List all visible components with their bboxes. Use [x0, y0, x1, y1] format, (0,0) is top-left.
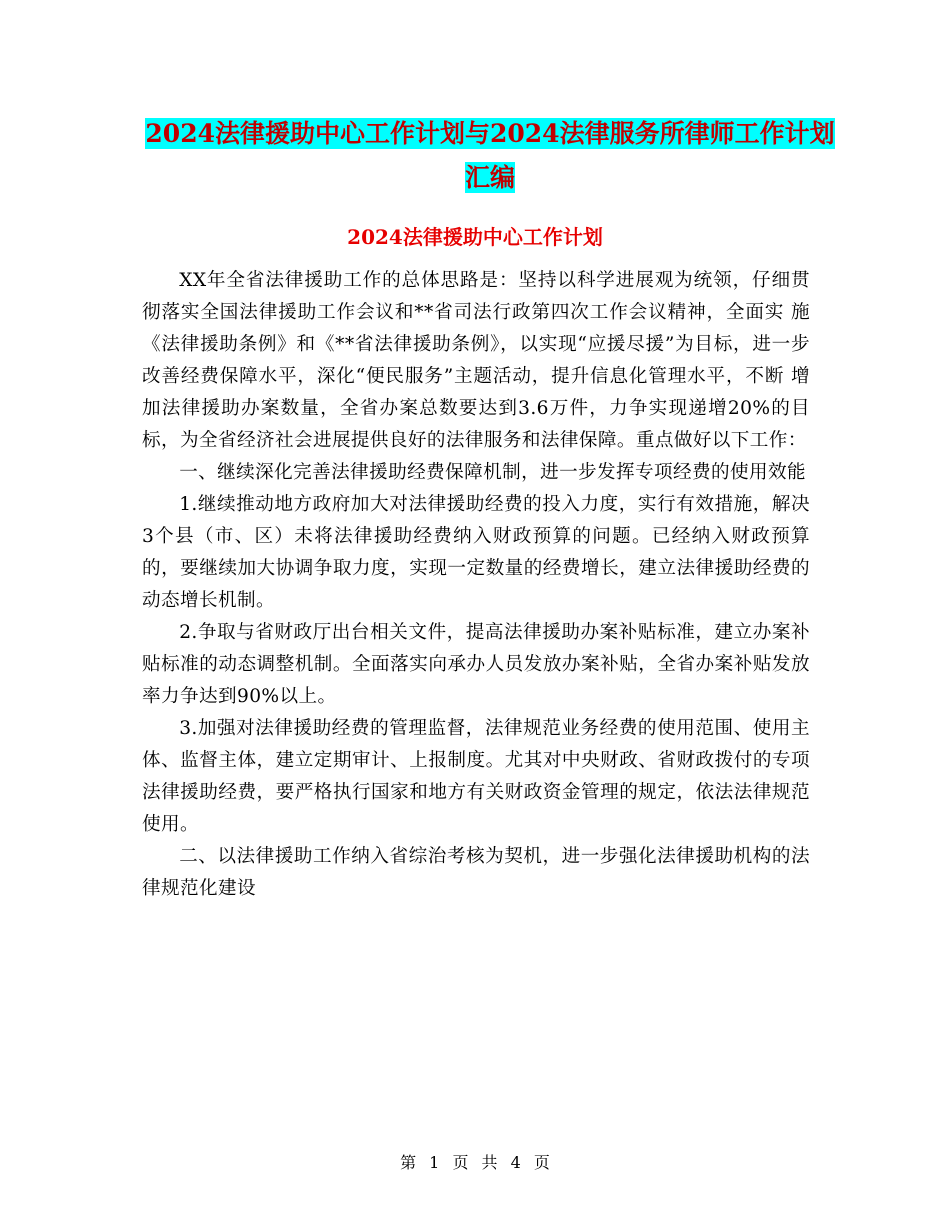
document-title	[145, 112, 835, 200]
document-title-text: 2024法律援助中心工作计划与2024法律服务所律师工作计划汇编	[145, 119, 835, 192]
paragraph: 3.加强对法律援助经费的管理监督，法律规范业务经费的使用范围、使用主体、监督主体，建立定期审计、上报制度。尤其对中央财政、省财政拨付的专项法律援助经费，要严格执行国家和地方有关财政资金管理的规定，依法法律规范使用。	[142, 718, 810, 835]
paragraph: XX年全省法律援助工作的总体思路是：坚持以科学进展观为统领，仔细贯彻落实全国法律援助工作会议和**省司法行政第四次工作会议精神，全面实 施《法律援助条例》和《**省法律援助条例》，以实现“应援尽援”为目标，进一步改善经费保障水平，深化“便民服务”主题活动，提升信息化管理水平，不断 增加法律援助办案数量，全省办案总数要达到3.6万件，力争实现递增20%的目标，为全省经济社会进展提供良好的法律服务和法律保障。重点做好以下工作：	[142, 270, 810, 451]
document-body	[142, 265, 810, 905]
page-footer: 第 1 页 共 4 页	[400, 1153, 550, 1172]
paragraph: 1.继续推动地方政府加大对法律援助经费的投入力度，实行有效措施，解决3个县（市、区）未将法律援助经费纳入财政预算的问题。已经纳入财政预算的，要继续加大协调争取力度，实现一定数量的经费增长，建立法律援助经费的动态增长机制。	[142, 494, 810, 611]
paragraph: 一、继续深化完善法律援助经费保障机制，进一步发挥专项经费的使用效能	[179, 462, 806, 483]
paragraph: 二、以法律援助工作纳入省综治考核为契机，进一步强化法律援助机构的法律规范化建设	[142, 846, 810, 899]
paragraph: 2.争取与省财政厅出台相关文件，提高法律援助办案补贴标准，建立办案补贴标准的动态调整机制。全面落实向承办人员发放办案补贴，全省办案补贴发放率力争达到90%以上。	[142, 622, 810, 707]
section-title: 2024法律援助中心工作计划	[347, 225, 603, 249]
